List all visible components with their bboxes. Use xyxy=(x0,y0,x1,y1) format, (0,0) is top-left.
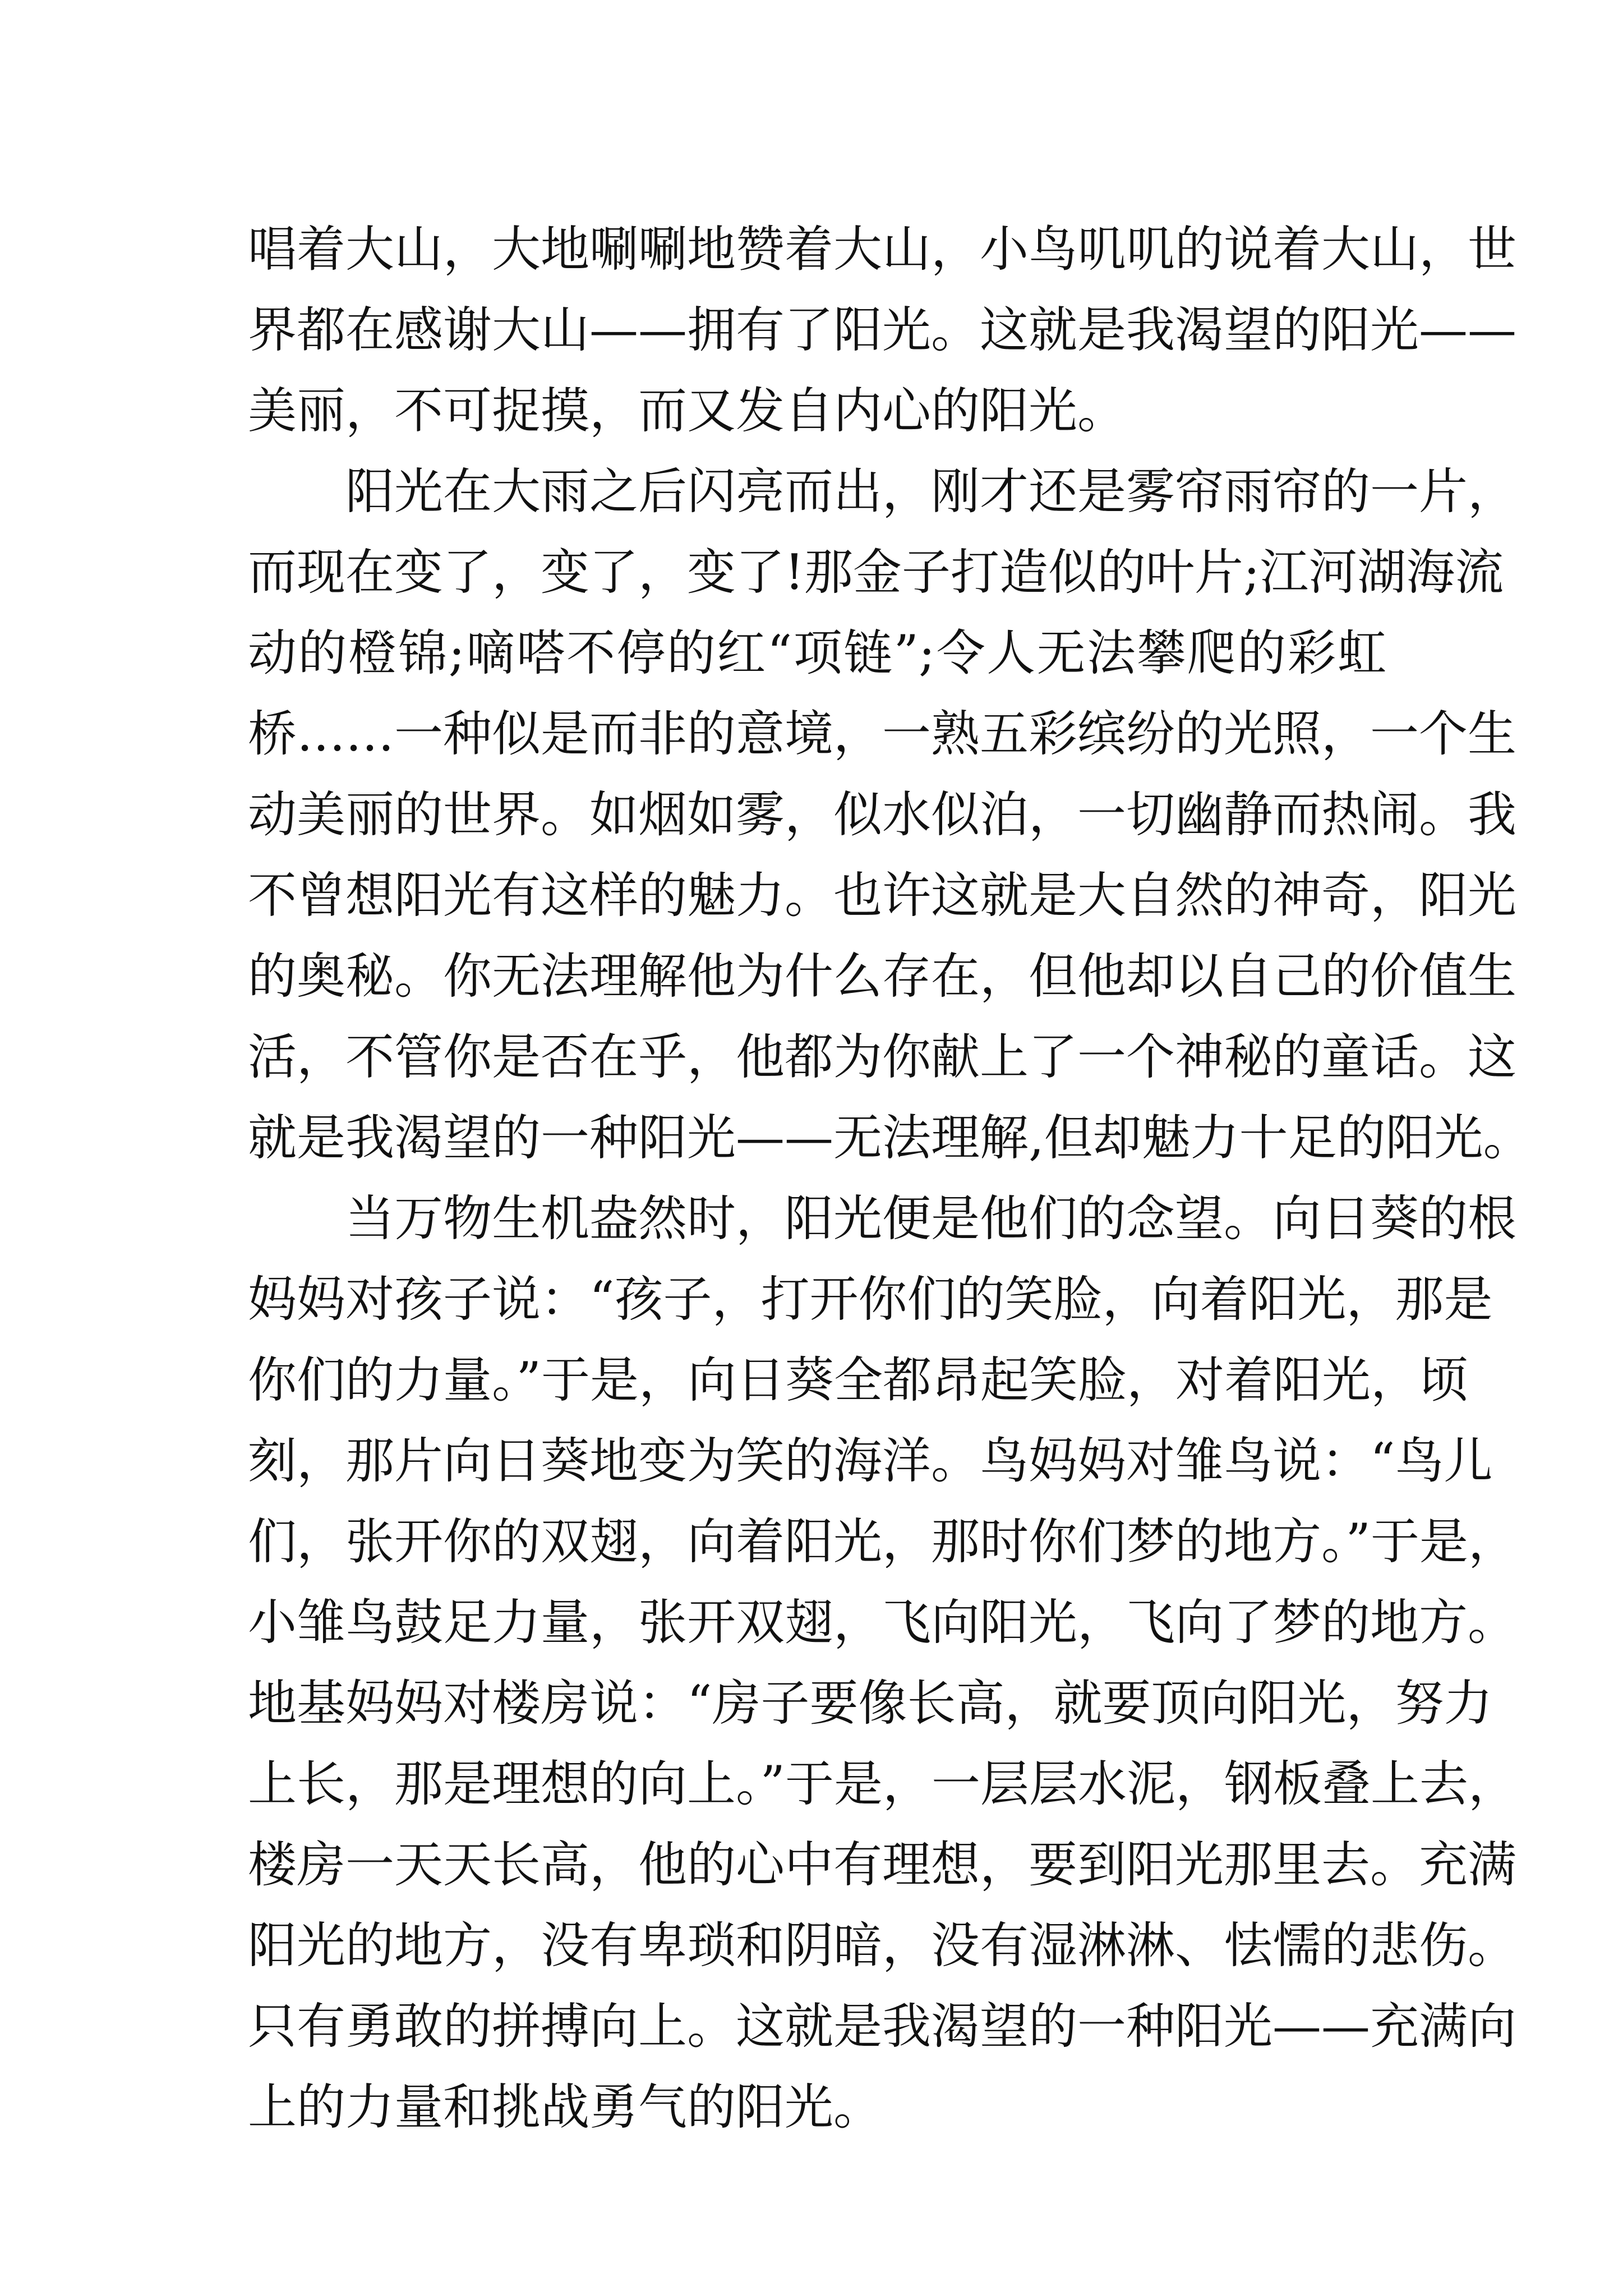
text-line: 就是我渴望的一种阳光——无法理解,但却魅力十足的阳光。 xyxy=(248,1109,1532,1166)
essay-text xyxy=(248,209,1532,2147)
text-line: 地基妈妈对楼房说：“房子要像长高，就要顶向阳光，努力 xyxy=(248,1674,1493,1732)
text-line: 小雏鸟鼓足力量，张开双翅，飞向阳光，飞向了梦的地方。 xyxy=(248,1594,1516,1651)
paragraph-first-line: 阳光在大雨之后闪亮而出，刚才还是雾帘雨帘的一片， xyxy=(345,463,1516,520)
text-line: 界都在感谢大山——拥有了阳光。这就是我渴望的阳光—— xyxy=(248,301,1516,358)
paragraph-first-line: 当万物生机盎然时，阳光便是他们的念望。向日葵的根 xyxy=(345,1190,1516,1247)
text-line: 动美丽的世界。如烟如雾，似水似泊，一切幽静而热闹。我 xyxy=(248,786,1516,843)
text-line: 而现在变了，变了，变了!那金子打造似的叶片;江河湖海流 xyxy=(248,544,1504,601)
text-line: 不曾想阳光有这样的魅力。也许这就是大自然的神奇，阳光 xyxy=(248,867,1516,924)
text-line: 美丽，不可捉摸，而又发自内心的阳光。 xyxy=(248,382,1126,439)
text-line: 活，不管你是否在乎，他都为你献上了一个神秘的童话。这 xyxy=(248,1028,1516,1085)
text-line: 动的橙锦;嘀嗒不停的红“项链”;令人无法攀爬的彩虹 xyxy=(248,624,1386,682)
text-line: 上长，那是理想的向上。”于是，一层层水泥，钢板叠上去， xyxy=(248,1755,1517,1812)
text-line: 刻，那片向日葵地变为笑的海洋。鸟妈妈对雏鸟说：“鸟儿 xyxy=(248,1432,1493,1489)
text-line: 们，张开你的双翅，向着阳光，那时你们梦的地方。”于是， xyxy=(248,1513,1517,1570)
text-line: 你们的力量。”于是，向日葵全都昂起笑脸，对着阳光，顷 xyxy=(248,1351,1468,1409)
text-line: 妈妈对孩子说：“孩子，打开你们的笑脸，向着阳光，那是 xyxy=(248,1271,1493,1328)
text-line: 的奥秘。你无法理解他为什么存在，但他却以自己的价值生 xyxy=(248,947,1516,1005)
text-line: 上的力量和挑战勇气的阳光。 xyxy=(248,2078,882,2136)
text-line: 阳光的地方，没有卑琐和阴暗，没有湿淋淋、怯懦的悲伤。 xyxy=(248,1917,1516,1974)
text-line: 楼房一天天长高，他的心中有理想，要到阳光那里去。充满 xyxy=(248,1836,1516,1893)
text-line: 只有勇敢的拼搏向上。这就是我渴望的一种阳光——充满向 xyxy=(248,1998,1516,2055)
text-line: 唱着大山，大地唰唰地赞着大山，小鸟叽叽的说着大山，世 xyxy=(248,220,1516,278)
text-line: 桥……一种似是而非的意境，一熟五彩缤纷的光照，一个生 xyxy=(248,705,1516,762)
